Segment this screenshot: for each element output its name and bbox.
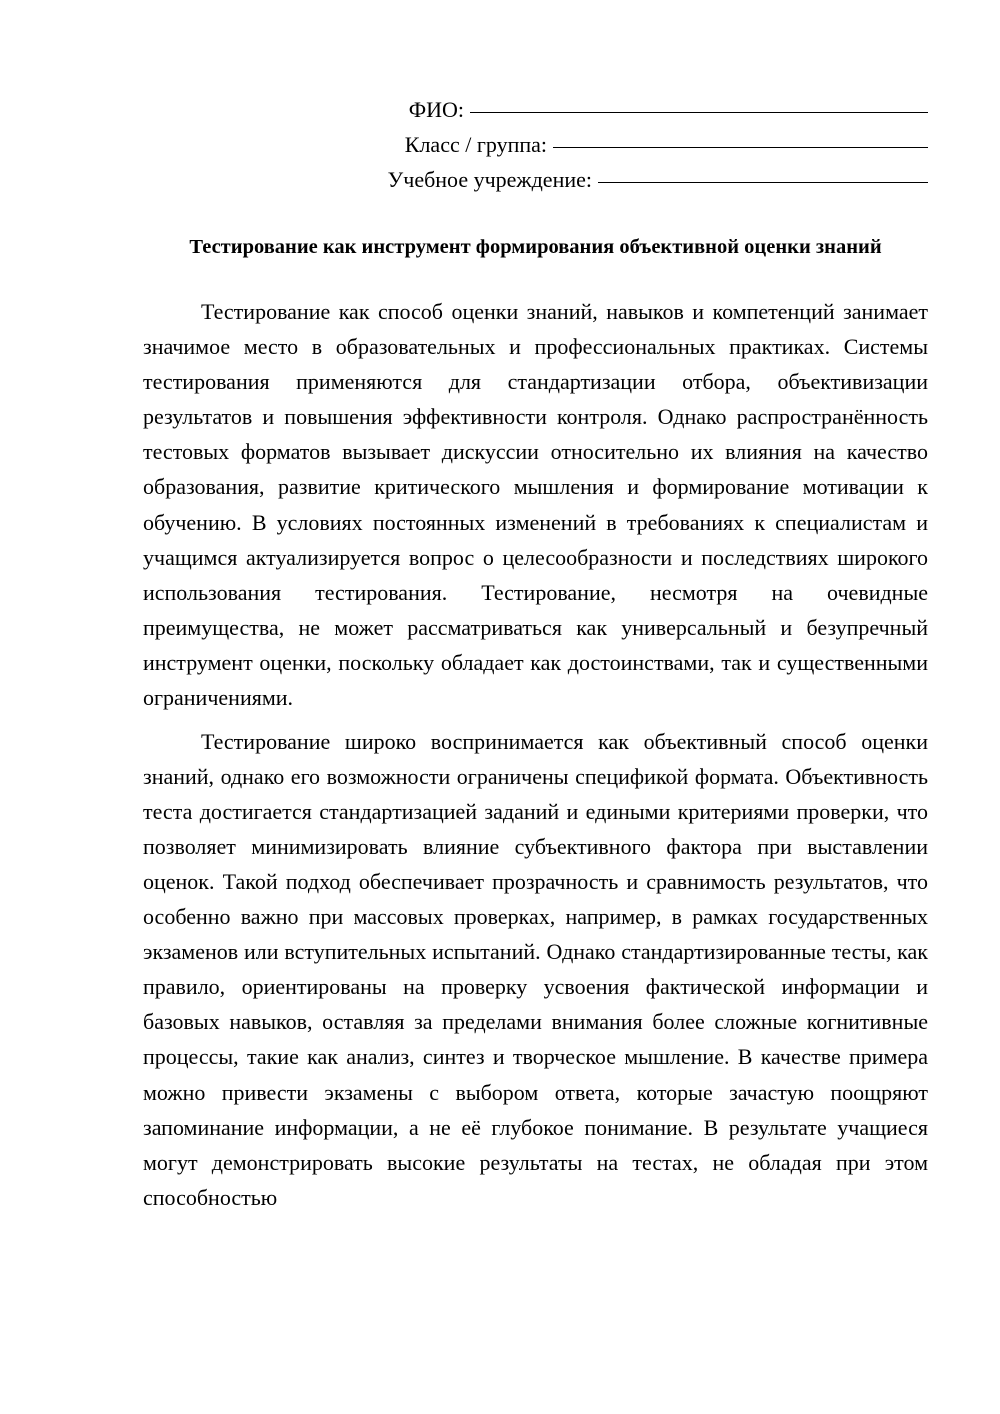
fio-blank-line (470, 112, 928, 113)
document-body (143, 294, 928, 1215)
school-row (348, 163, 928, 198)
class-label: Класс / группа: (404, 131, 547, 157)
document-page (143, 0, 928, 1414)
school-label: Учебное учреждение: (387, 166, 592, 192)
document-title: Тестирование как инструмент формирования объективной оценки знаний (189, 236, 882, 258)
paragraph-2: Тестирование широко воспринимается как объективный способ оценки знаний, однако его возможности ограничены спецификой формата. Объективность теста достигается стандартизацией заданий и едиными критериями проверки, что позволяет минимизировать влияние субъективного фактора при выставлении оценок. Такой подход обеспечивает прозрачность и сравнимость результатов, что особенно важно при массовых проверках, например, в рамках государственных экзаменов или вступительных испытаний. Однако стандартизированные тесты, как правило, ориентированы на проверку усвоения фактической информации и базовых навыков, оставляя за пределами внимания более сложные когнитивные процессы, такие как анализ, синтез и творческое мышление. В качестве примера можно привести экзамены с выбором ответа, которые зачастую поощряют запоминание информации, а не её глубокое понимание. В результате учащиеся могут демонстрировать высокие результаты на тестах, не обладая при этом способностью (143, 728, 928, 1210)
paragraph-1: Тестирование как способ оценки знаний, навыков и компетенций занимает значимое место в образовательных и профессиональных практиках. Системы тестирования применяются для стандартизации отбора, объективизации результатов и повышения эффективности контроля. Однако распространённость тестовых форматов вызывает дискуссии относительно их влияния на качество образования, развитие критического мышления и формирование мотивации к обучению. В условиях постоянных изменений в требованиях к специалистам и учащимся актуализируется вопрос о целесообразности и последствиях широкого использования тестирования. Тестирование, несмотря на очевидные преимущества, не может рассматриваться как универсальный и безупречный инструмент оценки, поскольку обладает как достоинствами, так и существенными ограничениями. (143, 299, 928, 711)
school-blank-line (598, 182, 928, 183)
class-row (348, 128, 928, 163)
fio-label: ФИО: (408, 97, 464, 122)
class-blank-line (553, 147, 928, 148)
student-info-block (348, 93, 928, 197)
fio-row (348, 93, 928, 128)
